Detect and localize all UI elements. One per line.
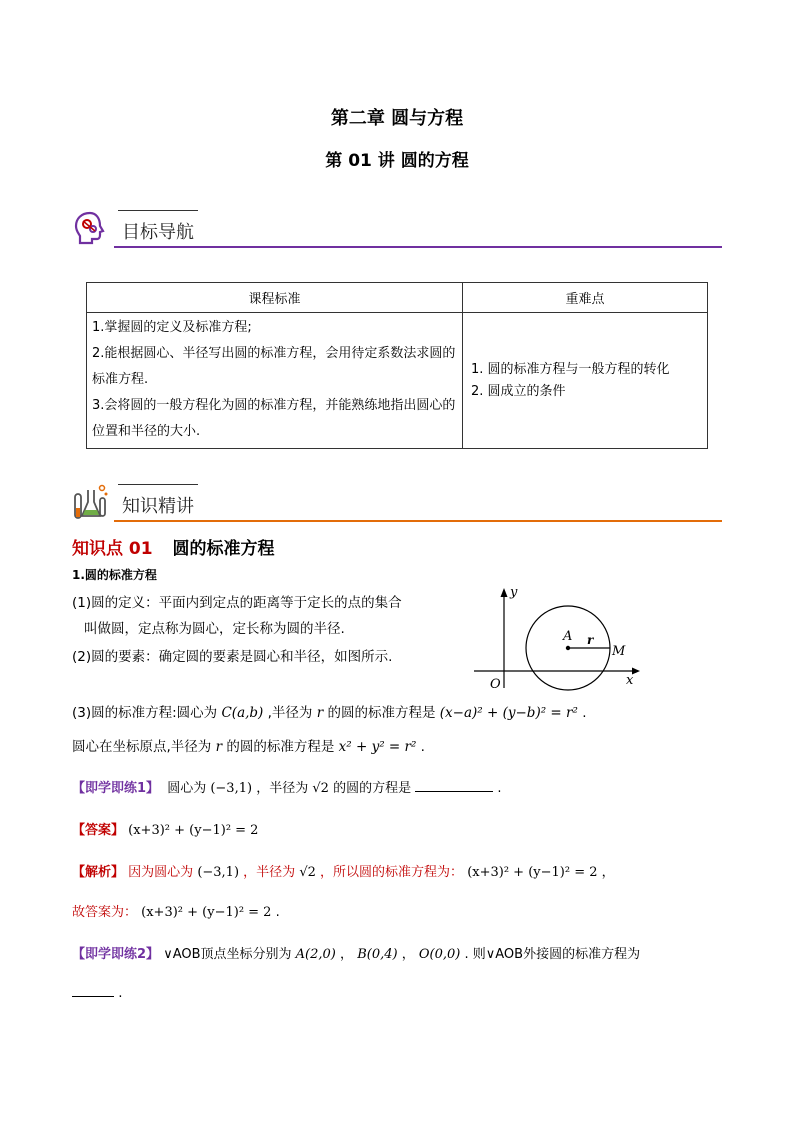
section-divider-purple [114,246,722,248]
course-standards-table [86,282,708,449]
point-a: A(2,0) [295,947,336,962]
answer-blank [415,791,493,792]
answer-formula: (x+3)² + (y−1)² = 2 [128,823,259,838]
text: ， [401,947,415,962]
chapter-title: 第二章 圆与方程 [330,108,464,129]
text: (3)圆的标准方程:圆心为 [72,705,218,721]
section-header-goals [72,206,722,248]
knowledge-point-heading [72,534,275,559]
radius-symbol: r [215,739,223,755]
practice-2-question [72,944,640,966]
practice-1-answer [72,820,258,842]
center-formula: C(a,b) [221,705,264,721]
radius-value: √2 [312,781,329,796]
standard-item: 2.能根据圆心、半径写出圆的标准方程，会用待定系数法求圆的标准方程. [92,346,456,387]
text: ，半径为 [256,781,309,796]
point-b: B(0,4) [357,947,398,962]
standard-equation-line [72,702,586,724]
definition-line: (2)圆的要素：确定圆的要素是圆心和半径，如图所示. [72,649,393,665]
text: 的圆的方程是 [333,781,412,796]
definition-line: (1)圆的定义：平面内到定点的距离等于定长的点的集合 [72,595,402,611]
text: 的圆的标准方程是 [327,705,436,721]
practice-2-blank-line [72,982,123,1004]
table-header-keypoints: 重难点 [463,283,708,313]
text: 故答案为： [72,905,138,920]
practice-1-question [72,778,502,800]
standard-formula: (x−a)² + (y−b)² = r² [439,705,578,721]
kp-label: 知识点 01 [72,539,153,559]
practice-tag: 【即学即练1】 [72,781,160,796]
standard-item: 3.会将圆的一般方程化为圆的标准方程，并能熟练地指出圆心的位置和半径的大小. [92,398,456,439]
text: 圆心为 [167,781,207,796]
text: ， [340,947,354,962]
origin-label: O [490,677,501,692]
point-o: O(0,0) [418,947,461,962]
definition-line: 叫做圆，定点称为圆心，定长称为圆的半径. [84,621,345,637]
section-label-knowledge: 知识精讲 [122,496,194,517]
standards-cell [87,313,463,449]
table-header-standard: 课程标准 [87,283,463,313]
lecture-title: 第 01 讲 圆的方程 [325,151,469,171]
keypoints-cell [463,313,708,449]
text: . 则∨AOB外接圆的标准方程为 [464,947,641,962]
text: . [275,905,280,920]
section-label-goals: 目标导航 [122,222,194,243]
x-axis-label: x [626,673,634,688]
lab-flask-icon [72,482,112,522]
kp-title: 圆的标准方程 [172,539,275,559]
text: ,半径为 [267,705,313,721]
sub-heading: 1.圆的标准方程 [72,568,157,582]
center-value: (−3,1) [197,865,240,880]
practice-tag: 【即学即练2】 [72,947,160,962]
analysis-tag: 【解析】 [72,865,125,880]
circle-figure [470,580,650,698]
text: . [497,781,502,796]
radius-symbol: r [316,705,324,721]
text: ，半径为 [243,865,296,880]
text: . [118,985,123,1001]
practice-1-final [72,902,280,924]
text: 因为圆心为 [128,865,194,880]
origin-equation-line [72,736,425,758]
section-header-knowledge [72,480,722,522]
text: 的圆的标准方程是 [226,739,335,755]
text: ∨AOB顶点坐标分别为 [163,947,292,962]
radius-value: √2 [299,865,316,880]
point-label: M [612,644,626,659]
keypoint-item: 2. 圆成立的条件 [471,383,566,399]
standard-item: 1.掌握圆的定义及标准方程; [92,320,252,335]
text: 圆心在坐标原点,半径为 [72,739,212,755]
text: . [582,705,587,721]
y-axis-label: y [510,585,518,600]
text: ，所以圆的标准方程为： [320,865,464,880]
practice-1-analysis [72,862,615,884]
answer-blank [72,996,114,997]
section-divider-orange [114,520,722,522]
center-label: A [563,629,573,644]
text: ， [601,865,615,880]
keypoint-item: 1. 圆的标准方程与一般方程的转化 [471,361,670,377]
answer-formula: (x+3)² + (y−1)² = 2 [467,865,598,880]
origin-formula: x² + y² = r² [338,739,417,755]
answer-formula: (x+3)² + (y−1)² = 2 [141,905,272,920]
head-gears-icon [72,210,108,246]
radius-label: r [587,633,594,647]
text: . [420,739,425,755]
answer-tag: 【答案】 [72,823,125,838]
center-value: (−3,1) [210,781,253,796]
